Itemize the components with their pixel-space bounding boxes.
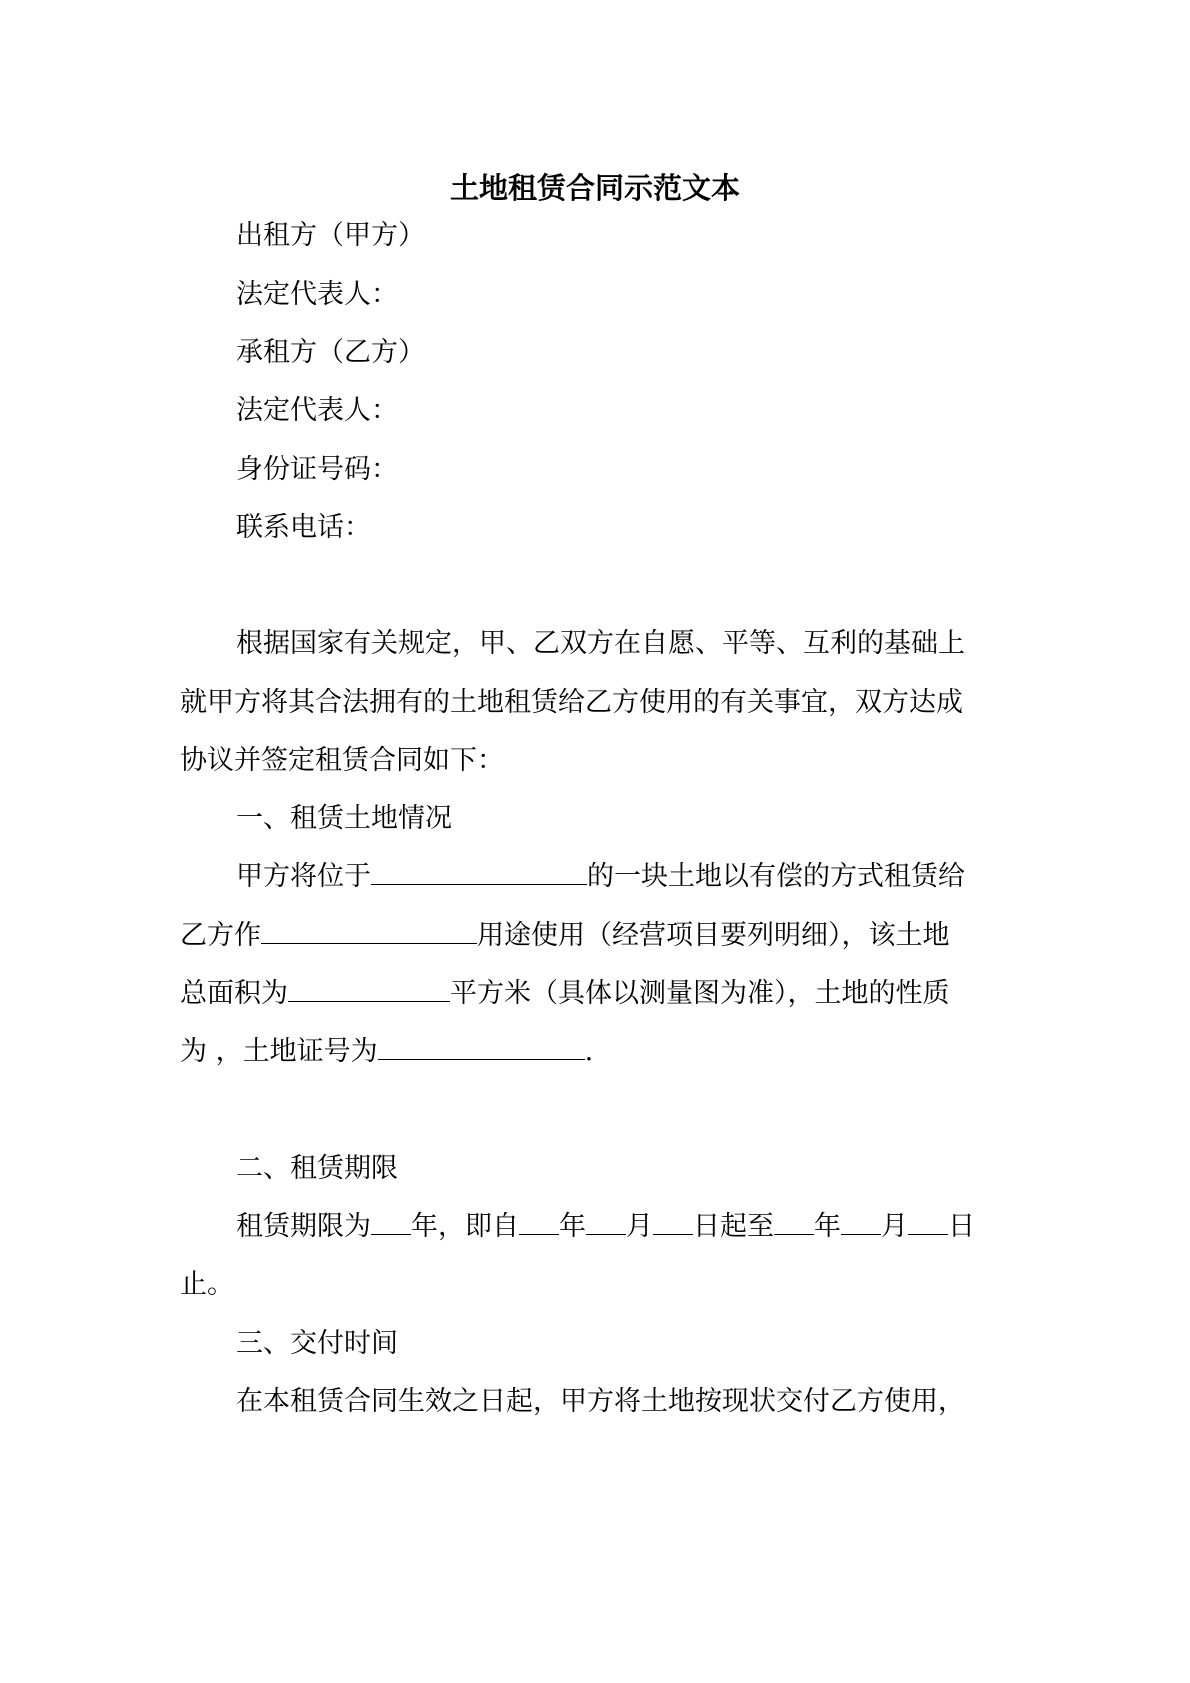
lessee-representative-field: 法定代表人： [236,395,398,426]
section-1-text: . [584,1036,594,1067]
section-3-heading: 三、交付时间 [236,1328,398,1359]
section-1-line-1 [236,857,965,897]
section-2-text: 日 [948,1211,975,1242]
lessee-field: 承租方（乙方） [236,337,425,368]
end-year-blank [774,1210,814,1235]
lessor-field: 出租方（甲方） [236,220,425,251]
start-day-blank [653,1210,693,1235]
section-2-text: 月 [881,1211,908,1242]
end-month-blank [841,1210,881,1235]
section-1-text: 为 ，土地证号为 [180,1036,378,1067]
section-1-line-2 [180,916,950,956]
contact-phone-field: 联系电话： [236,512,371,543]
section-1-heading: 一、租赁土地情况 [236,803,452,834]
term-years-blank [371,1210,411,1235]
section-2-line-2: 止。 [180,1269,234,1300]
section-3-line-1: 在本租赁合同生效之日起，甲方将土地按现状交付乙方使用， [236,1386,965,1417]
section-2-heading: 二、租赁期限 [236,1153,398,1184]
section-1-text: 平方米（具体以测量图为准），土地的性质 [450,978,950,1009]
section-2-text: 月 [626,1211,653,1242]
section-2-text: 租赁期限为 [236,1211,371,1242]
id-number-field: 身份证号码： [236,454,398,485]
document-title: 土地租赁合同示范文本 [449,171,740,205]
section-1-text: 乙方作 [180,920,261,951]
lessor-representative-field: 法定代表人： [236,279,398,310]
end-day-blank [908,1210,948,1235]
intro-line-1: 根据国家有关规定，甲、乙双方在自愿、平等、互利的基础上 [236,628,965,659]
section-2-text: 年 [814,1211,841,1242]
section-2-text: 日起至 [693,1211,774,1242]
land-certificate-blank [378,1035,585,1060]
section-1-line-3 [180,974,950,1014]
section-1-text: 的一块土地以有偿的方式租赁给 [587,861,965,892]
land-location-blank [371,860,587,885]
section-1-text: 用途使用（经营项目要列明细），该土地 [477,920,950,951]
intro-line-2: 就甲方将其合法拥有的土地租赁给乙方使用的有关事宜，双方达成 [180,687,963,718]
land-use-blank [261,919,477,944]
land-area-blank [288,977,450,1002]
intro-line-3: 协议并签定租赁合同如下： [180,745,504,776]
section-2-text: 年 [559,1211,586,1242]
section-1-line-4 [180,1032,593,1072]
section-2-text: 年，即自 [411,1211,519,1242]
section-1-text: 总面积为 [180,978,288,1009]
start-year-blank [519,1210,559,1235]
start-month-blank [586,1210,626,1235]
section-1-text: 甲方将位于 [236,861,371,892]
section-2-line-1 [236,1207,975,1247]
